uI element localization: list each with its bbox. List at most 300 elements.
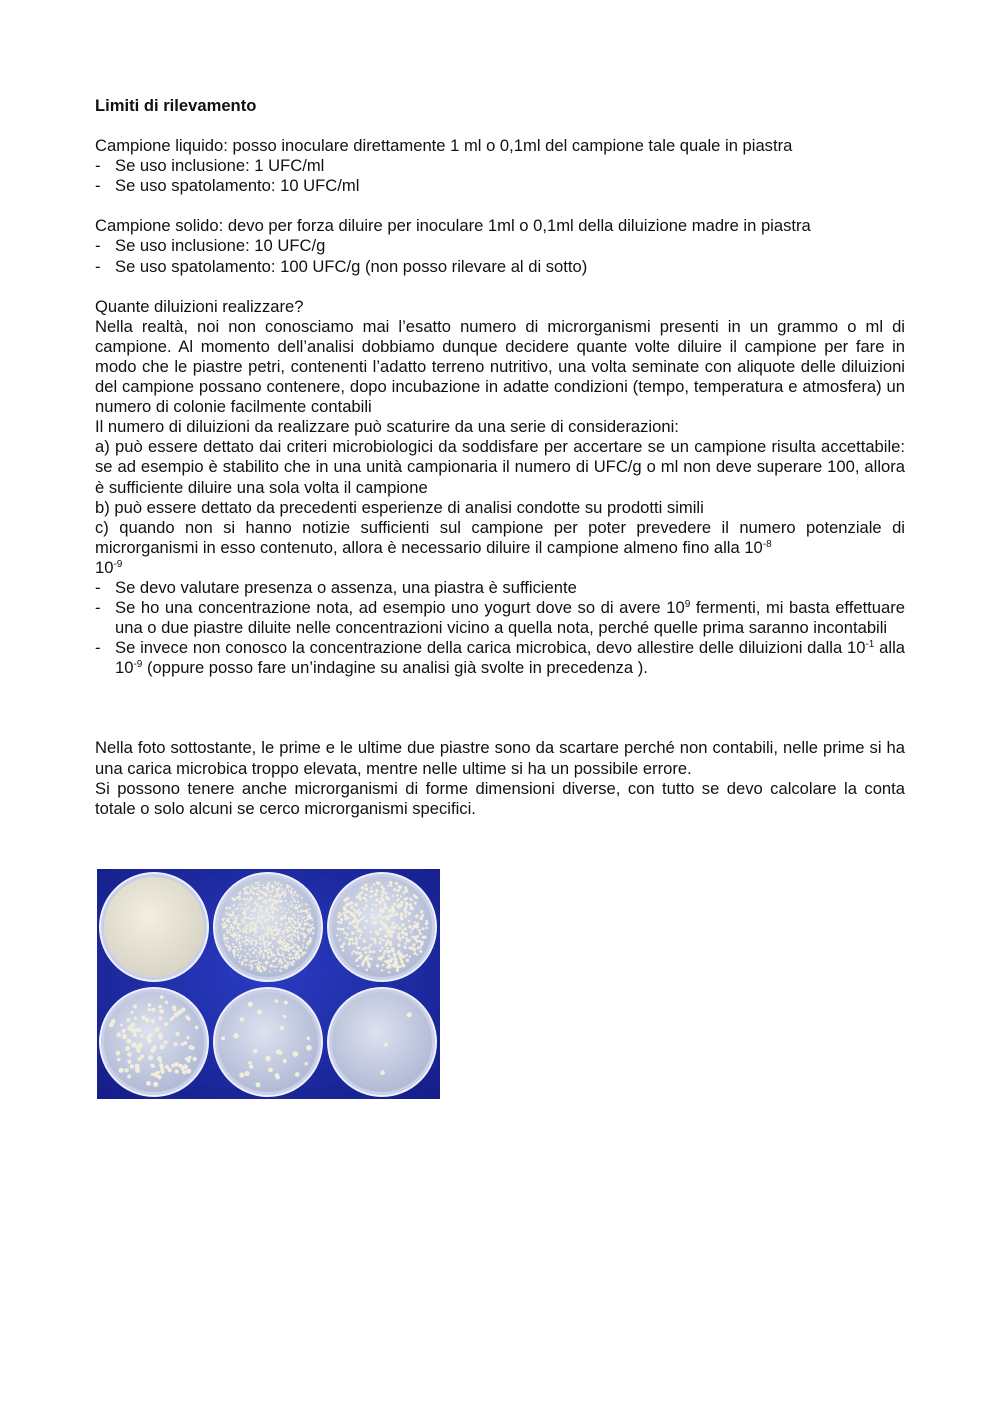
colony <box>281 888 283 890</box>
colony <box>361 886 364 889</box>
colony <box>127 1075 131 1079</box>
colony <box>359 911 362 914</box>
colony <box>247 916 249 918</box>
colony <box>396 894 399 897</box>
colony <box>392 895 394 897</box>
colony <box>298 931 300 933</box>
colony <box>232 926 234 928</box>
colony <box>399 939 401 941</box>
colony <box>282 891 284 893</box>
colony <box>160 1065 164 1069</box>
colony <box>256 966 258 968</box>
colony <box>347 902 351 906</box>
colony <box>294 916 296 918</box>
exponent: 9 <box>684 599 691 611</box>
colony <box>402 936 405 939</box>
colony <box>148 1003 151 1006</box>
colony <box>264 946 267 949</box>
liquid-sample-intro: Campione liquido: posso inoculare direttamente 1 ml o 0,1ml del campione tale quale in piastra <box>95 136 793 156</box>
colony <box>361 931 363 933</box>
colony <box>308 912 310 914</box>
colony <box>296 954 298 956</box>
colony <box>301 933 303 935</box>
colony <box>336 934 338 936</box>
colony <box>288 964 290 966</box>
colony <box>238 938 240 940</box>
colony <box>133 1004 137 1008</box>
colony <box>415 940 418 943</box>
colony <box>150 1048 155 1053</box>
colony <box>385 944 387 946</box>
colony <box>271 891 273 893</box>
colony <box>401 964 404 967</box>
point-a: a) può essere dettato dai criteri microbiologici da soddisfare per accertare se un campione risulta accettabile: se ad esempio è stabilito che in una unità campionaria il numero di UFC/g o ml non deve superare 100, allora è sufficiente diluire una sola volta il campione <box>95 437 905 497</box>
colony <box>283 956 285 958</box>
colony <box>271 899 273 901</box>
colony <box>294 930 297 933</box>
colony <box>259 908 261 910</box>
colony <box>264 915 266 917</box>
colony <box>351 952 353 954</box>
colony <box>300 927 302 929</box>
colony <box>137 1057 141 1061</box>
colony <box>227 937 229 939</box>
colony <box>372 950 375 953</box>
colony <box>195 1026 199 1030</box>
colony <box>410 907 413 910</box>
colony <box>252 951 255 954</box>
exponent: -9 <box>113 558 123 570</box>
colony <box>419 950 422 953</box>
colony <box>268 956 270 958</box>
colony <box>408 946 411 949</box>
colony <box>267 948 270 951</box>
colony <box>255 963 257 965</box>
colony <box>397 933 400 936</box>
colony <box>237 955 239 957</box>
colony <box>250 968 252 970</box>
colony <box>262 966 264 968</box>
colony <box>232 911 234 913</box>
colony <box>301 915 303 917</box>
colony <box>299 923 301 925</box>
colony <box>232 950 234 952</box>
list-item <box>95 176 905 196</box>
colony <box>291 938 293 940</box>
colony <box>250 890 253 893</box>
colony <box>375 889 378 892</box>
colony <box>308 929 310 931</box>
colony <box>245 908 247 910</box>
colony <box>404 927 407 930</box>
colony <box>263 887 265 889</box>
colony <box>154 1027 159 1032</box>
colony <box>281 938 283 940</box>
colony <box>127 1052 131 1056</box>
colony <box>380 937 382 939</box>
colony <box>239 945 242 948</box>
colony <box>393 926 396 929</box>
colony <box>149 1033 152 1036</box>
colony <box>337 927 340 930</box>
colony <box>257 912 259 914</box>
colony <box>245 887 247 889</box>
colony <box>249 888 251 890</box>
colony <box>291 896 293 898</box>
list-item-text: Se ho una concentrazione nota, ad esempio uno yogurt dove so di avere 10 <box>115 598 685 618</box>
colony <box>267 887 270 890</box>
colony <box>178 1064 182 1068</box>
colony <box>120 1023 123 1026</box>
colony <box>293 934 295 936</box>
colony <box>285 961 287 963</box>
colony <box>236 907 238 909</box>
colony <box>378 901 382 905</box>
colony <box>291 917 293 919</box>
list-item-text: (oppure posso fare un’indagine su analisi già svolte in precedenza ). <box>142 658 648 678</box>
colony <box>367 963 371 967</box>
colony <box>285 937 287 939</box>
colony <box>135 1068 138 1071</box>
colony <box>391 930 394 933</box>
colony <box>248 892 250 894</box>
colony <box>385 929 388 932</box>
colony <box>265 887 267 889</box>
colony <box>282 911 284 913</box>
colony <box>134 1017 137 1020</box>
colony <box>228 947 230 949</box>
colony <box>252 921 254 923</box>
colony <box>349 922 352 925</box>
colony <box>371 916 374 919</box>
colony <box>228 921 230 923</box>
exponent: -9 <box>133 659 143 671</box>
colony <box>281 944 283 946</box>
colony <box>286 965 288 967</box>
colony <box>271 965 273 967</box>
colony <box>227 931 229 933</box>
base: 10 <box>95 557 114 577</box>
colony <box>246 924 249 927</box>
colony <box>248 940 250 942</box>
colony <box>271 953 273 955</box>
colony <box>271 933 274 936</box>
colony <box>411 936 414 939</box>
colony <box>357 920 360 923</box>
colony <box>253 934 255 936</box>
colony <box>188 1056 192 1060</box>
colony <box>306 1036 310 1040</box>
colony <box>286 942 288 944</box>
colony <box>421 914 424 917</box>
colony <box>272 960 275 963</box>
colony <box>119 1068 124 1073</box>
colony <box>242 940 244 942</box>
colony <box>271 955 273 957</box>
list-item <box>95 257 905 277</box>
colony <box>281 960 283 962</box>
colony <box>262 956 264 958</box>
dilutions-considerations: Il numero di diluizioni da realizzare può scaturire da una serie di considerazioni: <box>95 417 679 437</box>
colony <box>351 932 355 936</box>
colony <box>416 954 418 956</box>
colony <box>357 965 359 967</box>
colony <box>233 914 235 916</box>
colony <box>360 934 362 936</box>
colony <box>284 907 286 909</box>
colony <box>270 906 272 908</box>
colony <box>271 937 273 939</box>
colony <box>294 900 296 902</box>
colony <box>252 892 254 894</box>
colony <box>138 1043 143 1048</box>
colony <box>396 904 399 907</box>
colony <box>148 1055 153 1060</box>
colony <box>384 1042 388 1046</box>
colony <box>287 935 289 937</box>
colony <box>249 922 252 925</box>
colony <box>291 924 293 926</box>
colony <box>293 906 295 908</box>
colony <box>224 937 226 939</box>
colony <box>288 889 290 891</box>
colony <box>243 887 245 889</box>
colony <box>259 938 261 940</box>
colony <box>231 897 233 899</box>
colony <box>221 1036 225 1040</box>
colony <box>229 929 231 931</box>
colony <box>225 943 228 946</box>
colony <box>280 954 282 956</box>
colony <box>176 1032 180 1036</box>
colony <box>258 887 260 889</box>
colony <box>339 939 341 941</box>
colony <box>340 918 343 921</box>
colony <box>256 942 258 944</box>
colony <box>160 1044 165 1049</box>
colony <box>285 922 287 924</box>
list-item-text: Se invece non conosco la concentrazione della carica microbica, devo allestire delle diluizioni dalla 10 <box>115 638 866 658</box>
colony <box>255 922 257 924</box>
colony <box>303 933 306 936</box>
colony <box>268 905 270 907</box>
colony <box>342 949 345 952</box>
colony <box>230 914 232 916</box>
colony <box>232 930 234 932</box>
colony <box>310 938 312 940</box>
colony <box>242 912 245 915</box>
colony <box>260 962 262 964</box>
colony <box>228 949 230 951</box>
colony <box>395 882 398 885</box>
colony <box>290 911 292 913</box>
colony <box>301 897 303 899</box>
colony <box>297 926 299 928</box>
colony <box>233 954 235 956</box>
colony <box>127 1018 131 1022</box>
colony <box>266 932 268 934</box>
colony <box>397 952 400 955</box>
colony <box>405 937 407 939</box>
colony <box>224 940 226 942</box>
list-item-text: Se devo valutare presenza o assenza, una piastra è sufficiente <box>115 577 577 597</box>
colony <box>270 908 273 911</box>
colony <box>156 1071 160 1075</box>
colony <box>292 958 294 960</box>
colony <box>294 944 296 946</box>
colony <box>381 969 383 971</box>
colony <box>383 952 386 955</box>
colony <box>420 941 423 944</box>
agar-surface <box>218 992 318 1092</box>
colony <box>294 892 296 894</box>
colony <box>358 936 361 939</box>
colony <box>391 921 394 924</box>
colony <box>263 968 265 970</box>
colony <box>255 936 257 938</box>
colony <box>254 960 256 962</box>
colony <box>290 954 292 956</box>
colony <box>386 950 390 954</box>
colony <box>281 900 283 902</box>
colony <box>359 928 361 930</box>
colony <box>117 1058 120 1061</box>
colony <box>257 963 259 965</box>
colony <box>298 953 300 955</box>
colony <box>289 919 291 921</box>
colony <box>378 957 382 961</box>
colony <box>258 936 260 938</box>
colony <box>242 919 244 921</box>
colony <box>281 916 283 918</box>
colony <box>280 966 282 968</box>
colony <box>381 894 384 897</box>
colony <box>379 920 382 923</box>
colony <box>420 910 423 913</box>
colony <box>233 905 235 907</box>
colony <box>389 943 392 946</box>
colony <box>270 931 272 933</box>
colony <box>262 884 264 886</box>
colony <box>287 956 289 958</box>
colony <box>376 932 379 935</box>
colony <box>294 939 296 941</box>
colony <box>367 947 370 950</box>
colony <box>133 1033 136 1036</box>
colony <box>370 887 372 889</box>
colony <box>367 960 369 962</box>
photo-note: Si possono tenere anche microrganismi di forme dimensioni diverse, con tutto se devo calcolare la conta totale o solo alcuni se cerco microrganismi specifici. <box>95 778 905 818</box>
colony <box>400 917 403 920</box>
colony <box>349 942 351 944</box>
colony <box>275 893 277 895</box>
colony <box>371 909 373 911</box>
colony <box>261 946 263 948</box>
colony <box>281 923 283 925</box>
colony <box>122 1034 127 1039</box>
colony <box>259 897 261 899</box>
colony <box>276 966 278 968</box>
colony <box>391 913 394 916</box>
colony <box>247 907 249 909</box>
colony <box>258 884 260 886</box>
colony <box>312 927 314 929</box>
colony <box>283 939 285 941</box>
colony <box>402 955 405 958</box>
colony <box>249 925 251 927</box>
colony <box>357 894 360 897</box>
colony <box>397 898 399 900</box>
colony <box>384 950 386 952</box>
colony <box>351 902 353 904</box>
colony <box>222 918 224 920</box>
colony <box>398 965 401 968</box>
list-item-text: Se uso spatolamento: 100 UFC/g (non posso rilevare al di sotto) <box>115 256 588 276</box>
list-item <box>95 578 905 598</box>
colony <box>279 906 281 908</box>
colony <box>283 1015 287 1019</box>
colony <box>175 1011 180 1016</box>
colony <box>273 899 276 902</box>
colony <box>259 947 261 949</box>
colony <box>307 904 309 906</box>
colony <box>379 928 382 931</box>
colony <box>160 995 164 999</box>
colony <box>358 909 360 911</box>
colony <box>181 1007 185 1011</box>
colony <box>297 945 299 947</box>
colony <box>256 882 258 884</box>
colony <box>343 907 346 910</box>
colony <box>385 896 387 898</box>
colony <box>273 907 276 910</box>
colony <box>390 884 393 887</box>
colony <box>337 921 339 923</box>
colony <box>261 910 263 912</box>
colony <box>290 901 292 903</box>
colony <box>252 887 254 889</box>
colony <box>277 941 279 943</box>
colony <box>245 964 247 966</box>
colony <box>289 939 291 941</box>
colony <box>368 950 371 953</box>
colony <box>257 958 259 960</box>
colony <box>343 909 345 911</box>
colony <box>292 924 294 926</box>
colony <box>235 922 237 924</box>
colony <box>289 962 291 964</box>
colony <box>283 957 285 959</box>
colony <box>268 899 270 901</box>
colony <box>237 923 239 925</box>
colony <box>378 914 382 918</box>
colony <box>355 939 358 942</box>
colony <box>271 926 273 928</box>
colony <box>251 914 253 916</box>
colony <box>223 935 225 937</box>
colony <box>365 968 368 971</box>
colony <box>267 882 269 884</box>
colony <box>247 886 249 888</box>
colony <box>278 929 281 932</box>
agar-surface <box>332 992 432 1092</box>
colony <box>271 885 273 887</box>
colony <box>365 920 368 923</box>
colony <box>266 925 268 927</box>
colony <box>235 940 237 942</box>
colony <box>362 897 364 899</box>
colony <box>413 943 416 946</box>
